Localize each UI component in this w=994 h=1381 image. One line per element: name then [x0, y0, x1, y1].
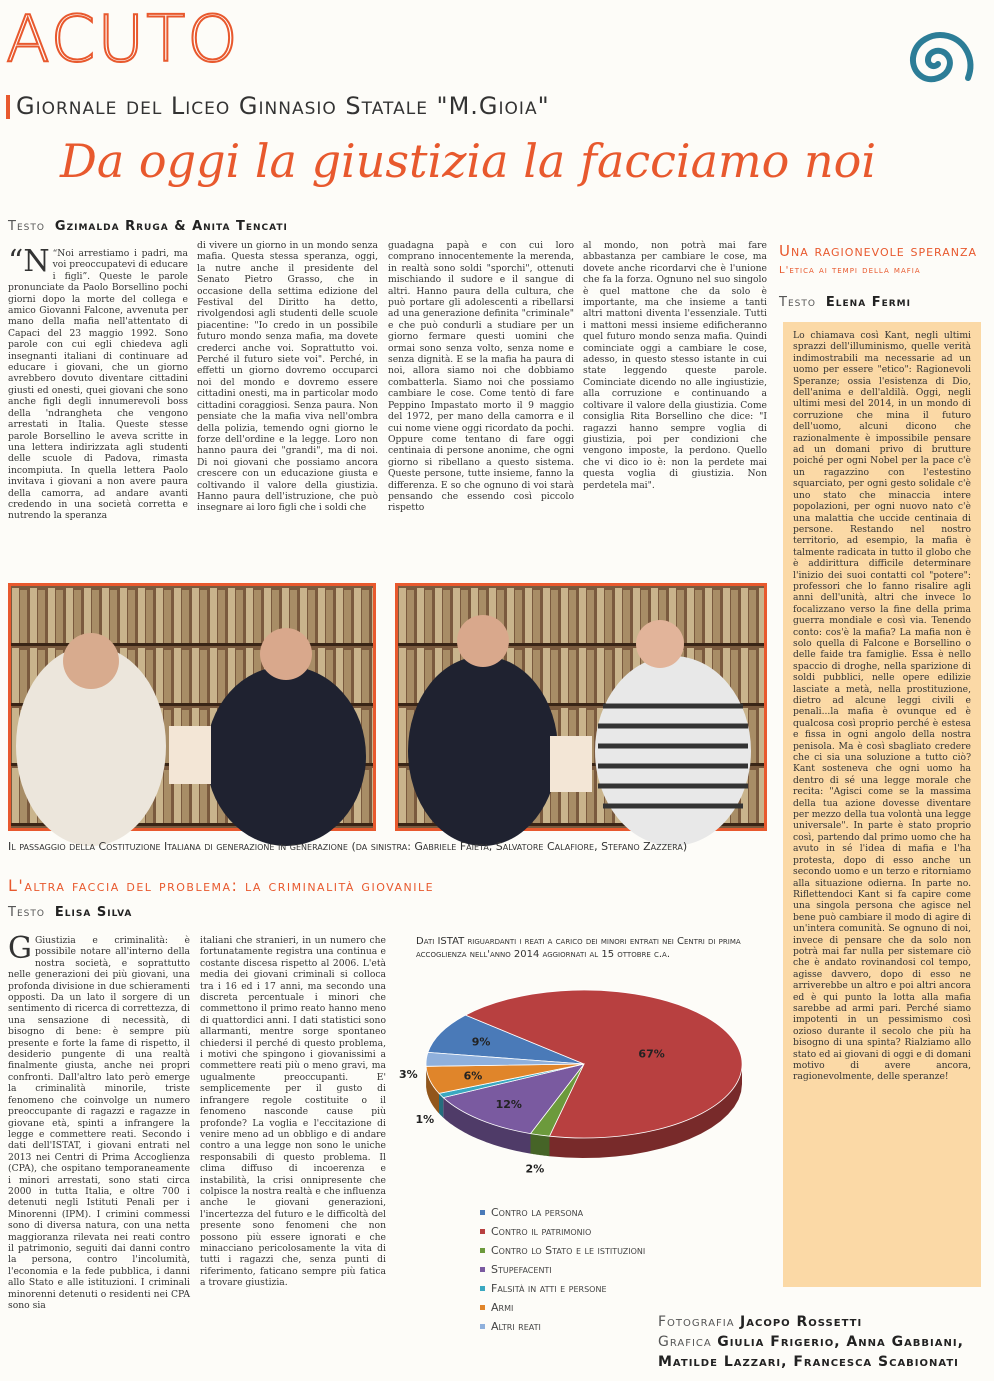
main-article-column-2: di vivere un giorno in un mondo senza mafia. Questa stessa speranza, oggi, la nutre anche il presidente del Senato Pietro Grasso, che in occasione della settima edizione del Festival del Diritto ha detto, rivolgendosi agli studenti delle scuole piacentine: "Io credo in un possibile futuro mondo senza mafia, ma dovete crederci anche voi. Soprattutto voi. Perché il futuro siete voi". Perché, in effetti un giorno dovremo occuparci noi del mondo e dovremo essere cittadini onesti, ma in particolar modo cittadini coraggiosi. Senza paura. Non pensiate che la mafia viva nell'ombra della polizia, temendo ogni giorno le forze dell'ordine e la legge. Loro non hanno paura dei "grandi", ma di noi. Di noi giovani che possiamo ancora crescere con un educazione giusta e coltivando il valore della giustizia. Hanno paura dell'istruzione, che può insegnare ai loro figli che i soldi che: [197, 240, 378, 514]
legend-label: Altri reati: [491, 1320, 541, 1333]
pie-label-contro-la-persona: 9%: [471, 1035, 491, 1049]
credits-photo: [658, 1312, 988, 1332]
sidebar-byline-label: Testo: [779, 295, 816, 310]
masthead-subtitle: [6, 92, 550, 120]
article2-byline-label: Testo: [8, 905, 45, 920]
article2-title: L'altra faccia del problema: la criminalità giovanile: [8, 876, 435, 895]
pie-label-altri-reati: 3%: [398, 1068, 418, 1082]
spiral-logo-icon: [880, 8, 986, 114]
sidebar-title: Una ragionevole speranza: [779, 242, 978, 260]
pie-label-stupefacenti: 12%: [495, 1098, 522, 1111]
article2-byline: [8, 905, 132, 920]
legend-label: Contro lo Stato e le istituzioni: [491, 1244, 646, 1257]
sidebar-box: [783, 322, 981, 1287]
legend-item-contro-la-persona: [480, 1203, 760, 1222]
legend-swatch: [480, 1229, 485, 1234]
article2-column-1: G Giustizia e criminalità: è possibile notare all'interno della nostra società, e soprattutto nelle generazioni dei più giovani, una profonda divisione in due schieramenti opposti. Da un lato il sorgere di un sentimento di ricerca di correttezza, di una sensazione di necessità, di bisogno di bene: è sempre più presente e forte la fame di rispetto, il desiderio pungente di una realtà finalmente giusta, anche nei propri confronti. Dall'altro lato però emerge la criminalità minorile, triste fenomeno che coinvolge un numero preoccupante di ragazzi e ragazze in giovane età, spinti a infrangere la legge e commettere reati. Secondo i dati dell'ISTAT, i giovani entrati nel 2013 nei Centri di Prima Accoglienza (CPA), che ospitano temporaneamente i minori arrestati, sono stati circa 2000 in tutta Italia, e oltre 700 i detenuti negli Istituti Penali per i Minorenni (IPM). I crimini commessi sono di diversa natura, con una netta maggioranza rilevata nei reati contro il patrimonio, seguiti dai danni contro la persona, contro l'incolumità, l'economia e la fede pubblica, i danni allo Stato e alle istituzioni. I criminali minorenni detenuti o residenti nei CPA sono sia: [8, 931, 190, 1311]
byline-label: Testo: [8, 219, 45, 234]
credits-graphic: [658, 1332, 988, 1352]
sidebar-subtitle: L'etica ai tempi della mafia: [779, 265, 921, 276]
credits-graphic-names-2: Matilde Lazzari, Francesca Scabionati: [658, 1354, 959, 1370]
credits-graphic-label: Grafica: [658, 1334, 712, 1350]
main-article-column-3: guadagna papà e con cui loro comprano innocentemente la merenda, in realtà sono soldi "sporchi", ottenuti mischiando il sudore e il sangue di altri. Hanno paura della cultura, che può portare gli adolescenti a ribellarsi ad una generazione definita "criminale" e che può condurli a studiare per un giorno fermare questi uomini che ormai sono senza volto, senza nome e senza dignità. E se la mafia ha paura di noi, allora siamo noi che dobbiamo combatterla. Siamo noi che possiamo cambiare le cose. Come tentò di fare Peppino Impastato morto il 9 maggio del 1972, per mano della camorra e il cui nome viene oggi ricordato da pochi. Oppure come tentano di fare oggi centinaia di persone anonime, che ogni giorno si ribellano a questo sistema. Queste persone, tutte insieme, fanno la differenza. E so che ognuno di voi starà pensando che essendo così piccolo rispetto: [388, 240, 574, 514]
credits-photo-label: Fotografia: [658, 1314, 735, 1330]
pie-chart: [398, 972, 766, 1202]
sidebar-byline: [779, 295, 911, 310]
article2-column-1-text: Giustizia e criminalità: è possibile notare all'interno della nostra società, e soprattutto nelle generazioni dei più giovani, una profonda divisione in due schieramenti opposti. Da un lato il sorgere di un sentimento di ricerca di correttezza, di una sensazione di necessità, di bisogno di bene: è sempre più presente e forte la fame di rispetto, il desiderio pungente di una realtà finalmente giusta, anche nei propri confronti. Dall'altro lato però emerge la criminalità minorile, triste fenomeno che coinvolge un numero preoccupante di ragazzi e ragazze in giovane età, spinti a infrangere la legge e commettere reati. Secondo i dati dell'ISTAT, i giovani entrati nel 2013 nei Centri di Prima Accoglienza (CPA), che ospitano temporaneamente i minori arrestati, sono stati circa 2000 in tutta Italia, e oltre 700 i detenuti negli Istituti Penali per i Minorenni (IPM). I crimini commessi sono di diversa natura, con una netta maggioranza rilevata nei reati contro il patrimonio, seguiti dai danni contro la persona, contro l'incolumità, l'economia e la fede pubblica, i danni allo Stato e alle istituzioni. I criminali minorenni detenuti o residenti nei CPA sono sia: [8, 935, 190, 1311]
legend-label: Falsità in atti e persone: [491, 1282, 607, 1295]
legend-swatch: [480, 1210, 485, 1215]
pie-label-armi: 6%: [463, 1069, 483, 1083]
article2-column-2: italiani che stranieri, in un numero che fortunatamente registra una continua e costante discesa rispetto al 2006. L'età media dei giovani criminali si colloca tra i 16 ed i 17 anni, ma secondo una discreta percentuale i minori che commettono il primo reato hanno meno di quattordici anni. I dati statistici sono allarmanti, mentre sorge spontaneo chiedersi il perché di questo problema, i motivi che spingono i giovanissimi a commettere reati più o meno gravi, ma ugualmente preoccupanti. E' semplicemente per il gusto di infrangere regole costituite o il fenomeno nasconde cause più profonde? La voglia e l'eccitazione di venire meno ad un obbligo e di andare contro a una legge non sono le uniche responsabili di questo problema. Il clima diffuso di incoerenza e instabilità, la crisi onnipresente che colpisce la nostra realtà e che influenza anche le giovani generazioni, l'incertezza del futuro e le difficoltà del presente sono fenomeni che non possono più essere ignorati e che minacciano pericolosamente la vita di tutti i ragazzi che, senza punti di riferimento, faticano sempre più fatica a trovare giustizia.: [200, 935, 386, 1289]
legend-label: Contro il patrimonio: [491, 1225, 592, 1238]
legend-item-contro-il-patrimonio: [480, 1222, 760, 1241]
photo-left: [8, 583, 376, 831]
credits-graphic-2: [658, 1352, 988, 1372]
legend-swatch: [480, 1286, 485, 1291]
photo-right-illustration: [398, 586, 764, 828]
credits-graphic-names-1: Giulia Frigerio, Anna Gabbiani,: [717, 1334, 964, 1350]
legend-label: Contro la persona: [491, 1206, 584, 1219]
legend-swatch: [480, 1305, 485, 1310]
photo-left-illustration: [11, 586, 373, 828]
photo-right: [395, 583, 767, 831]
byline-authors: Gzimalda Rruga & Anita Tencati: [54, 219, 288, 234]
legend-swatch: [480, 1248, 485, 1253]
masthead-subtitle-text: Giornale del Liceo Ginnasio Statale "M.Gioia": [16, 92, 550, 120]
pie-label-contro-il-patrimonio: 67%: [638, 1047, 665, 1061]
legend-swatch: [480, 1267, 485, 1272]
legend-swatch: [480, 1324, 485, 1329]
credits-photo-name: Jacopo Rossetti: [740, 1314, 863, 1330]
photo-caption: Il passaggio della Costituzione Italiana di generazione in generazione (da sinistra: Gabriele Faieta, Salvatore Calafiore, Stefano Zazzera): [8, 840, 688, 853]
credits: [658, 1312, 988, 1372]
main-article-column-1: “N “Noi arrestiamo i padri, ma voi preoccupatevi di educare i figli”. Queste le parole pronunciate da Paolo Borsellino pochi giorni dopo la morte del collega e amico Giovanni Falcone, avvenuta per mano della mafia nell'attentato di Capaci del 23 maggio 1992. Sono parole con cui egli chiedeva agli insegnanti italiani di continuare ad educare i giovani, che un giorno avrebbero dovuto diventare cittadini giusti ed onesti, quei giovani che sono anche figli degli innumerevoli boss della 'ndrangheta che vengono arrestati in Italia. Queste stesse parole Borsellino le aveva scritte in una lettera indirizzata agli studenti delle scuole di Padova, rimasta incompiuta. In quella lettera Paolo invitava i giovani a non avere paura della camorra, ad andare avanti credendo in una società corretta e nutrendo la speranza: [8, 244, 188, 522]
chart-title: Dati ISTAT riguardanti i reati a carico dei minori entrati nei Centri di prima accoglienza nell'anno 2014 aggiornati al 15 ottobre c.a.: [416, 936, 741, 960]
article2-byline-author: Elisa Silva: [54, 905, 133, 920]
main-column-1-text: “Noi arrestiamo i padri, ma voi preoccupatevi di educare i figli”. Queste le parole pronunciate da Paolo Borsellino pochi giorni dopo la morte del collega e amico Giovanni Falcone, avvenuta per mano della mafia nell'attentato di Capaci del 23 maggio 1992. Sono parole con cui egli chiedeva agli insegnanti italiani di continuare ad educare i giovani, che un giorno avrebbero dovuto diventare cittadini giusti ed onesti, quei giovani che sono anche figli degli innumerevoli boss della 'ndrangheta che vengono arrestati in Italia. Queste stesse parole Borsellino le aveva scritte in una lettera indirizzata agli studenti delle scuole di Padova, rimasta incompiuta. In quella lettera Paolo invitava i giovani a non avere paura della camorra, ad andare avanti credendo in una società corretta e nutrendo la speranza: [8, 248, 188, 522]
sidebar-body: Lo chiamava così Kant, negli ultimi sprazzi dell'illuminismo, quelle verità indimostrabili ma necessarie ad un uomo per essere "etico": Ragionevoli Speranze; ossia l'esistenza di Dio, dell'anima e dell'aldilà. Oggi, negli ultimi mesi del 2014, in un mondo di corruzione che mina il futuro dell'uomo, alcuni dicono che razionalmente è impossibile pensare ad un domani privo di brutture poiché per ogni Nobel per la pace c'è un ragazzino con l'estestino squarciato, per ogni gesto solidale c'è uno stato che minaccia intere popolazioni, per ogni nuovo nato c'è una malattia che uccide centinaia di persone. Restando nel nostro territorio, ad esempio, la mafia è talmente radicata in tutto il globo che è addirittura difficile determinare l'inizio dei suoi contatti col "potere": professori che lo fanno risalire agli anni dell'unità, altri che invece lo focalizzano verso la fine della prima guerra mondiale e così via. Tenendo conto: cos'è la mafia? La mafia non è solo quella di Falcone e Borsellino o delle faide tra famiglie. Essa è nello spaccio di droghe, nella sparizione di soldi pubblici, nelle opere edilizie lasciate a metà, nella prostituzione, dietro ad alcune leggi civili e penali...la mafia è ovunque ed è qualcosa così proprio perché è estesa e fissa in ogni angolo della nostra penisola. Ma è così sbagliato credere che ci sia una soluzione a tutto ciò? Kant sosteneva che ogni uomo ha dentro di sé una legge morale che recita: "Agisci come se la massima della tua azione dovesse diventare per mezzo della tua volontà una legge universale". In parte è stato proprio così, partendo dal primo uomo che ha avuto in sé l'idea di mafia e l'ha protesta, dopo di esso anche un secondo uomo e un terzo e ritorniamo alla situazione odierna. In parte no. Riflettendoci Kant si fa capire come una singola persona che agisce nel bene può cambiare il modo di agire di un'intera comunità. Se ognuno di noi, invece di pensare che da solo non potrà mai far nulla per sistemare ciò che è andato rovinandosi col tempo, agisse davvero, dopo di esso ne arriverebbe un altro e poi altri ancora ed è qui punto la lotta alla mafia sarebbe ad armi pari. Perché siamo impotenti in un pessimismo così ozioso durante il secolo che più ha bisogno di una spinta? Rialziamo allo stato ed ai giovani di oggi e di domani motivo di avere ancora, ragionevolmente, delle speranze!: [793, 330, 971, 1083]
pie-label-contro-lo-stato-e-le-istituzioni: 2%: [525, 1162, 545, 1176]
main-article-column-4: al mondo, non potrà mai fare abbastanza per cambiare le cose, ma dovete anche ricordarvi che è l'unione che fa la forza. Ognuno nel suo singolo è quel mattone che da solo è importante, ma che insieme a tanti altri mattoni diventa l'essenziale. Tutti i mattoni messi insieme edificheranno quel futuro mondo senza mafia. Quindi cominciate oggi a cambiare le cose, adesso, in questo stesso istante in cui state leggendo queste parole. Cominciate dicendo no alle ingiustizie, alla corruzione e continuando a coltivare il valore della giustizia. Come consiglia Rita Borsellino che dice: "I ragazzi hanno sempre voglia di giustizia, poi per condizioni che vengono imposte, la perdono. Quello che vi dico io è: non la perdete mai questa voglia di giustizia. Non perdetela mai".: [583, 240, 767, 491]
pie-side-contro-lo-stato-e-le-istituzioni: [531, 1134, 550, 1157]
legend-item-contro-lo-stato-e-le-istituzioni: [480, 1241, 760, 1260]
main-headline: Da oggi la giustizia la facciamo noi: [60, 134, 877, 188]
legend-label: Armi: [491, 1301, 514, 1314]
legend-item-falsit-in-atti-e-persone: [480, 1279, 760, 1298]
main-byline: [8, 219, 288, 234]
masthead-title: ACUTO: [6, 3, 240, 77]
legend-item-stupefacenti: [480, 1260, 760, 1279]
pie-label-falsit-in-atti-e-persone: 1%: [415, 1113, 435, 1127]
legend-label: Stupefacenti: [491, 1263, 552, 1276]
sidebar-byline-author: Elena Fermi: [825, 295, 911, 310]
